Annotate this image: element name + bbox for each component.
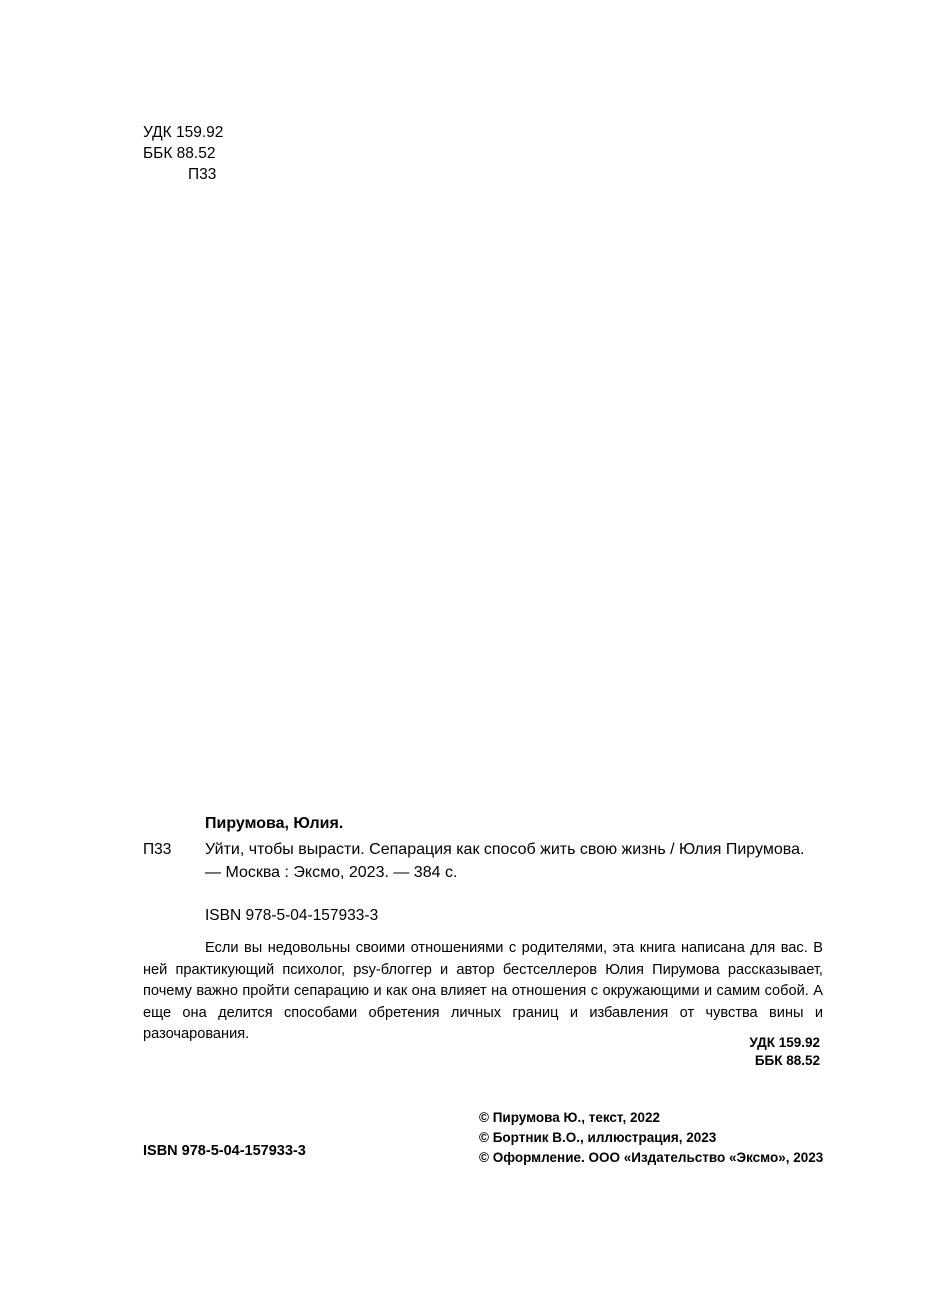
copyright-line-text: © Пирумова Ю., текст, 2022: [479, 1110, 661, 1125]
shelf-code-biblio: П33: [143, 841, 172, 858]
title-statement: Уйти, чтобы вырасти. Сепарация как способ жить свою жизнь / Юлия Пирумова. — Москва : Эксмо, 2023. — 384 с.: [205, 841, 805, 881]
bbk-code-bottom: ББК 88.52: [754, 1053, 820, 1068]
description-wrapper: [143, 839, 823, 884]
isbn-bottom: ISBN 978-5-04-157933-3: [143, 1143, 306, 1159]
isbn-main: ISBN 978-5-04-157933-3: [205, 907, 379, 924]
annotation-text: Если вы недовольны своими отношениями с родителями, эта книга написана для вас. В ней практикующий психолог, psy-блоггер и автор бестселлеров Юлия Пирумова рассказывает, почему важно пройти сепарацию и как она влияет на отношения с окружающими и самим собой. А еще она делится способами обретения личных границ и избавления от чувства вины и разочарования.: [143, 940, 823, 1042]
bibliographic-description: [143, 813, 823, 884]
author-name: Пирумова, Юлия.: [205, 815, 344, 832]
udk-code-bottom: УДК 159.92: [749, 1035, 820, 1050]
shelf-code-top: П33: [188, 166, 217, 183]
copyright-line-illustration: © Бортник В.О., иллюстрация, 2023: [479, 1130, 717, 1145]
bbk-code-top: ББК 88.52: [143, 145, 216, 162]
copyright-block: [479, 1108, 823, 1168]
bottom-classification-block: [620, 1034, 820, 1070]
udk-code-top: УДК 159.92: [143, 124, 224, 141]
copyright-line-design: © Оформление. ООО «Издательство «Эксмо», 2023: [479, 1150, 824, 1165]
top-classification-block: [143, 122, 363, 185]
